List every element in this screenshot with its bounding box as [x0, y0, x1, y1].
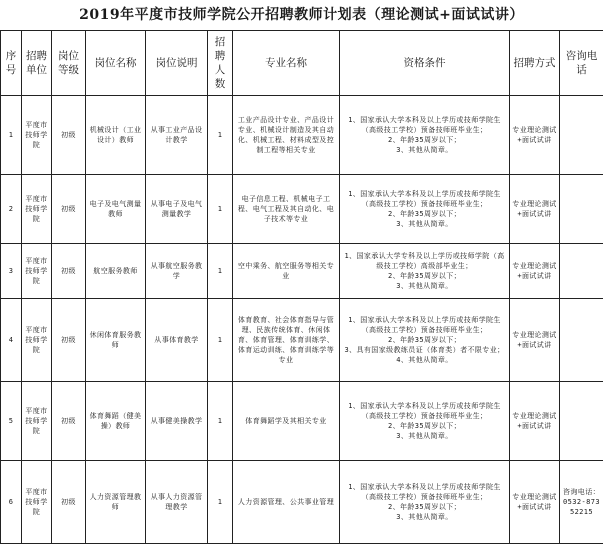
cell-count: 1 — [208, 299, 233, 382]
header-post: 岗位名称 — [86, 31, 146, 96]
cell-phone — [560, 382, 603, 461]
condition-line: 1、国家承认大学本科及以上学历或技师学院生（高级技工学校）预备技师班毕业生； — [342, 401, 507, 421]
condition-line: 2、年龄35周岁以下； — [342, 271, 507, 281]
recruitment-plan-table — [0, 30, 603, 544]
cell-phone — [560, 96, 603, 175]
cell-desc: 从事工业产品设计教学 — [146, 96, 208, 175]
cell-post: 体育舞蹈（健美操）教师 — [86, 382, 146, 461]
cell-major: 工业产品设计专业、产品设计专业、机械设计制造及其自动化、机械工程、材料成型及控制工程等相关专业 — [233, 96, 340, 175]
cell-major: 空中乘务、航空服务等相关专业 — [233, 244, 340, 299]
cell-phone: 咨询电话：0532-87352215 — [560, 461, 603, 544]
cell-count: 1 — [208, 175, 233, 244]
header-method: 招聘方式 — [510, 31, 560, 96]
condition-line: 3、其他从简章。 — [342, 512, 507, 522]
cell-desc: 从事健美操教学 — [146, 382, 208, 461]
cell-unit: 平度市技师学院 — [22, 96, 52, 175]
cell-method: 专业理论测试+面试试讲 — [510, 299, 560, 382]
header-seq: 序号 — [1, 31, 22, 96]
cell-conditions — [340, 382, 510, 461]
table-row — [1, 382, 603, 461]
cell-conditions — [340, 244, 510, 299]
cell-unit: 平度市技师学院 — [22, 299, 52, 382]
cell-method: 专业理论测试+面试试讲 — [510, 244, 560, 299]
cell-phone — [560, 244, 603, 299]
cell-seq: 2 — [1, 175, 22, 244]
cell-post: 航空服务教师 — [86, 244, 146, 299]
header-row — [1, 31, 603, 96]
cell-level: 初级 — [52, 382, 86, 461]
cell-count: 1 — [208, 96, 233, 175]
condition-line: 3、其他从简章。 — [342, 219, 507, 229]
cell-conditions — [340, 461, 510, 544]
cell-desc: 从事人力资源管理教学 — [146, 461, 208, 544]
cell-level: 初级 — [52, 461, 86, 544]
cell-conditions — [340, 96, 510, 175]
cell-seq: 5 — [1, 382, 22, 461]
condition-line: 2、年龄35周岁以下； — [342, 502, 507, 512]
cell-level: 初级 — [52, 175, 86, 244]
cell-method: 专业理论测试+面试试讲 — [510, 461, 560, 544]
cell-major: 体育舞蹈学及其相关专业 — [233, 382, 340, 461]
cell-method: 专业理论测试+面试试讲 — [510, 175, 560, 244]
condition-line: 1、国家承认大学专科及以上学历或技师学院（高级技工学校）高级部毕业生； — [342, 251, 507, 271]
cell-post: 电子及电气测量教师 — [86, 175, 146, 244]
cell-major: 人力资源管理、公共事业管理 — [233, 461, 340, 544]
header-level: 岗位等级 — [52, 31, 86, 96]
cell-unit: 平度市技师学院 — [22, 461, 52, 544]
header-count: 招聘人数 — [208, 31, 233, 96]
header-phone: 咨询电话 — [560, 31, 603, 96]
cell-desc: 从事电子及电气测量教学 — [146, 175, 208, 244]
cell-post: 人力资源管理教师 — [86, 461, 146, 544]
header-major: 专业名称 — [233, 31, 340, 96]
table-row — [1, 96, 603, 175]
condition-line: 1、国家承认大学本科及以上学历或技师学院生（高级技工学校）预备技师班毕业生； — [342, 482, 507, 502]
cell-unit: 平度市技师学院 — [22, 382, 52, 461]
cell-conditions — [340, 299, 510, 382]
cell-unit: 平度市技师学院 — [22, 175, 52, 244]
cell-level: 初级 — [52, 96, 86, 175]
cell-phone — [560, 299, 603, 382]
condition-line: 4、其他从简章。 — [342, 355, 507, 365]
condition-line: 2、年龄35周岁以下； — [342, 335, 507, 345]
cell-seq: 4 — [1, 299, 22, 382]
table-row — [1, 461, 603, 544]
condition-line: 3、具有国家级教练员证（体育类）者不限专业； — [342, 345, 507, 355]
cell-method: 专业理论测试+面试试讲 — [510, 96, 560, 175]
cell-seq: 6 — [1, 461, 22, 544]
cell-major: 体育教育、社会体育指导与管理、民族传统体育、休闲体育、体育管理、体育训练学、体育运动训练、体育训练学等专业 — [233, 299, 340, 382]
cell-conditions — [340, 175, 510, 244]
cell-desc: 从事体育教学 — [146, 299, 208, 382]
table-row — [1, 244, 603, 299]
cell-post: 机械设计（工业设计）教师 — [86, 96, 146, 175]
cell-desc: 从事航空服务教学 — [146, 244, 208, 299]
condition-line: 2、年龄35周岁以下； — [342, 135, 507, 145]
table-row — [1, 175, 603, 244]
condition-line: 3、其他从简章。 — [342, 145, 507, 155]
cell-seq: 1 — [1, 96, 22, 175]
cell-seq: 3 — [1, 244, 22, 299]
cell-level: 初级 — [52, 299, 86, 382]
cell-phone — [560, 175, 603, 244]
cell-unit: 平度市技师学院 — [22, 244, 52, 299]
cell-count: 1 — [208, 244, 233, 299]
table-row — [1, 299, 603, 382]
page-title: 2019年平度市技师学院公开招聘教师计划表（理论测试+面试试讲） — [0, 0, 603, 30]
condition-line: 2、年龄35周岁以下； — [342, 421, 507, 431]
cell-major: 电子信息工程、机械电子工程、电气工程及其自动化、电子技术等专业 — [233, 175, 340, 244]
condition-line: 2、年龄35周岁以下； — [342, 209, 507, 219]
condition-line: 1、国家承认大学本科及以上学历或技师学院生（高级技工学校）预备技师班毕业生； — [342, 315, 507, 335]
condition-line: 1、国家承认大学本科及以上学历或技师学院生（高级技工学校）预备技师班毕业生； — [342, 115, 507, 135]
header-desc: 岗位说明 — [146, 31, 208, 96]
cell-level: 初级 — [52, 244, 86, 299]
header-cond: 资格条件 — [340, 31, 510, 96]
cell-post: 休闲体育服务教师 — [86, 299, 146, 382]
header-unit: 招聘单位 — [22, 31, 52, 96]
cell-count: 1 — [208, 382, 233, 461]
condition-line: 3、其他从简章。 — [342, 431, 507, 441]
cell-method: 专业理论测试+面试试讲 — [510, 382, 560, 461]
condition-line: 3、其他从简章。 — [342, 281, 507, 291]
cell-count: 1 — [208, 461, 233, 544]
condition-line: 1、国家承认大学本科及以上学历或技师学院生（高级技工学校）预备技师班毕业生； — [342, 189, 507, 209]
